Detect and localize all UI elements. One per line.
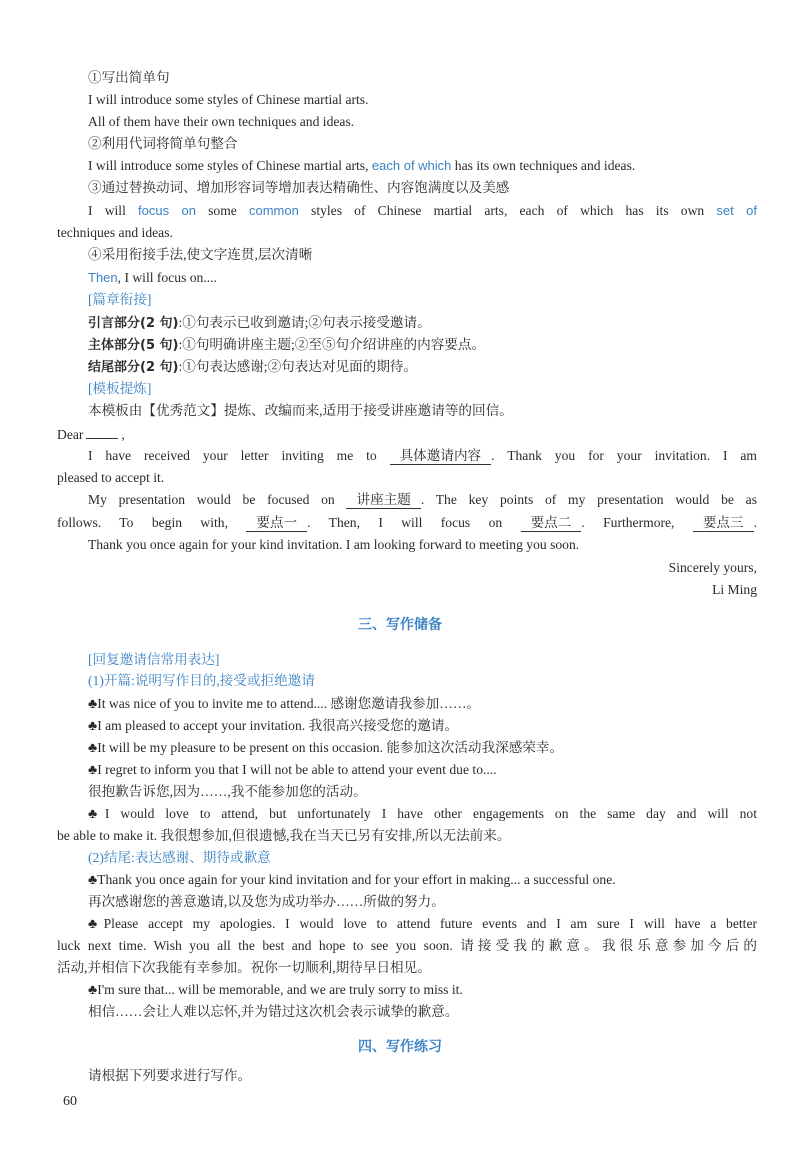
text-line bbox=[88, 401, 757, 421]
club-icon: ♣ bbox=[88, 741, 98, 756]
text-segment: 再次感谢您的善意邀请,以及您为成功举办……所做的努力。 bbox=[88, 894, 445, 909]
text-segment: :①句明确讲座主题;②至⑤句介绍讲座的内容要点。 bbox=[178, 337, 486, 352]
page-number: 60 bbox=[63, 1094, 77, 1109]
text-line bbox=[88, 156, 757, 176]
text-segment: I would love to attend, but unfortunately I have other engagements on the same day and will not bbox=[104, 806, 758, 821]
club-icon: ♣ bbox=[88, 763, 98, 778]
subheading: (1)开篇:说明写作目的,接受或拒绝邀请 bbox=[88, 673, 315, 688]
text-line bbox=[88, 379, 757, 399]
text-line bbox=[88, 268, 757, 288]
text-segment: 本模板由【优秀范文】提炼、改编而来,适用于接受讲座邀请等的回信。 bbox=[88, 403, 513, 418]
highlighted-phrase: set of bbox=[716, 203, 757, 218]
text-segment: Li Ming bbox=[712, 582, 757, 597]
text-line bbox=[57, 223, 757, 243]
underlined-placeholder: 讲座主题 bbox=[346, 491, 420, 509]
text-line bbox=[88, 671, 757, 691]
highlighted-phrase: each of which bbox=[371, 158, 452, 173]
text-line bbox=[88, 694, 757, 714]
text-segment: I will bbox=[88, 203, 139, 218]
text-line bbox=[88, 804, 757, 824]
text-segment: Sincerely yours, bbox=[668, 560, 757, 575]
text-line bbox=[57, 826, 757, 846]
club-icon: ♣ bbox=[88, 917, 104, 932]
text-line bbox=[88, 112, 757, 132]
text-segment: I'm sure that... will be memorable, and we are truly sorry to miss it. bbox=[97, 982, 463, 997]
text-line bbox=[88, 760, 757, 780]
text-segment: . bbox=[753, 515, 758, 530]
text-segment: :①句表示已收到邀请;②句表示接受邀请。 bbox=[178, 315, 431, 330]
text-segment: follows. To begin with, bbox=[57, 515, 247, 530]
club-icon: ♣ bbox=[88, 719, 98, 734]
text-line bbox=[57, 468, 757, 488]
text-segment: Please accept my apologies. I would love to attend future events and I am sure I will have a better bbox=[103, 916, 758, 931]
text-line bbox=[57, 936, 757, 956]
text-line bbox=[88, 446, 757, 466]
text-segment: ②利用代词将简单句整合 bbox=[88, 136, 238, 151]
text-segment: It was nice of you to invite me to attend.... 感谢您邀请我参加……。 bbox=[97, 696, 481, 711]
highlighted-phrase: focus on bbox=[138, 203, 196, 218]
text-segment: 四、写作练习 bbox=[358, 1039, 442, 1055]
text-line bbox=[88, 1066, 757, 1086]
text-line bbox=[57, 513, 757, 533]
text-segment: Dear bbox=[57, 427, 84, 442]
text-segment: Thank you once again for your kind invitation. I am looking forward to meeting you soon. bbox=[88, 537, 580, 552]
text-line bbox=[88, 650, 757, 670]
text-line bbox=[88, 335, 757, 355]
text-segment: luck next time. Wish you all the best and hope to see you soon. 请接受我的歉意。我很乐意参加今后的 bbox=[57, 938, 757, 953]
underlined-placeholder: 要点二 bbox=[521, 514, 582, 532]
text-line bbox=[57, 424, 757, 444]
text-line bbox=[88, 90, 757, 110]
underlined-placeholder: 具体邀请内容 bbox=[390, 447, 492, 465]
text-segment: techniques and ideas. bbox=[57, 225, 173, 240]
text-line bbox=[88, 580, 757, 600]
text-segment: It will be my pleasure to be present on this occasion. 能参加这次活动我深感荣幸。 bbox=[97, 740, 564, 755]
club-icon: ♣ bbox=[88, 873, 98, 888]
text-segment: has its own techniques and ideas. bbox=[451, 158, 636, 173]
bold-label: 引言部分(2 句) bbox=[88, 316, 179, 331]
text-segment: pleased to accept it. bbox=[57, 470, 165, 485]
text-segment: ③通过替换动词、增加形容词等增加表达精确性、内容饱满度以及美感 bbox=[88, 180, 510, 195]
text-segment: Thank you once again for your kind invitation and for your effort in making... a successful one. bbox=[97, 872, 616, 887]
subheading: [回复邀请信常用表达] bbox=[88, 652, 220, 667]
text-segment: ④采用衔接手法,使文字连贯,层次清晰 bbox=[88, 247, 313, 262]
text-segment: I am pleased to accept your invitation. 我很高兴接受您的邀请。 bbox=[97, 718, 459, 733]
text-segment: ①写出简单句 bbox=[88, 70, 170, 85]
text-segment: be able to make it. 我很想参加,但很遗憾,我在当天已另有安排,所以无法前来。 bbox=[57, 828, 511, 843]
text-line bbox=[88, 914, 757, 934]
text-line bbox=[88, 201, 757, 221]
text-line bbox=[88, 535, 757, 555]
subheading: [篇章衔接] bbox=[88, 292, 152, 307]
text-line bbox=[88, 490, 757, 510]
highlighted-phrase: common bbox=[249, 203, 299, 218]
text-segment: . Thank you for your invitation. I am bbox=[491, 448, 757, 463]
text-segment: 请根据下列要求进行写作。 bbox=[88, 1068, 252, 1083]
text-segment: . Then, I will focus on bbox=[307, 515, 521, 530]
text-line bbox=[88, 313, 757, 333]
text-line bbox=[88, 178, 757, 198]
club-icon: ♣ bbox=[88, 807, 105, 822]
section-heading bbox=[0, 1037, 800, 1057]
text-segment: All of them have their own techniques and ideas. bbox=[88, 114, 355, 129]
text-line bbox=[88, 1002, 757, 1022]
text-line bbox=[88, 892, 757, 912]
subheading: [模板提炼] bbox=[88, 381, 152, 396]
text-line bbox=[88, 738, 757, 758]
club-icon: ♣ bbox=[88, 697, 98, 712]
text-line bbox=[88, 716, 757, 736]
text-segment: I regret to inform you that I will not be able to attend your event due to.... bbox=[97, 762, 497, 777]
text-line bbox=[88, 980, 757, 1000]
underlined-placeholder: 要点一 bbox=[246, 514, 307, 532]
text-segment: :①句表达感谢;②句表达对见面的期待。 bbox=[178, 359, 418, 374]
text-segment: 很抱歉告诉您,因为……,我不能参加您的活动。 bbox=[88, 784, 367, 799]
text-line bbox=[88, 68, 757, 88]
text-line bbox=[88, 357, 757, 377]
text-segment: I will introduce some styles of Chinese martial arts, bbox=[88, 158, 372, 173]
text-segment: some bbox=[195, 203, 249, 218]
text-line bbox=[88, 245, 757, 265]
subheading: (2)结尾:表达感谢、期待或歉意 bbox=[88, 850, 271, 865]
text-line bbox=[88, 558, 757, 578]
text-segment: styles of Chinese martial arts, each of which has its own bbox=[298, 203, 717, 218]
bold-label: 结尾部分(2 句) bbox=[88, 360, 179, 375]
text-segment: . The key points of my presentation would be as bbox=[420, 492, 757, 507]
highlighted-phrase: Then bbox=[88, 270, 118, 285]
text-line bbox=[88, 134, 757, 154]
text-line bbox=[88, 782, 757, 802]
blank-line bbox=[86, 424, 118, 439]
underlined-placeholder: 要点三 bbox=[693, 514, 754, 532]
text-segment: 相信……会让人难以忘怀,并为错过这次机会表示诚挚的歉意。 bbox=[88, 1004, 459, 1019]
text-segment: 活动,并相信下次我能有幸参加。祝你一切顺利,期待早日相见。 bbox=[57, 960, 431, 975]
text-line bbox=[88, 870, 757, 890]
bold-label: 主体部分(5 句) bbox=[88, 338, 179, 353]
club-icon: ♣ bbox=[88, 983, 98, 998]
text-line bbox=[57, 958, 757, 978]
section-heading bbox=[0, 615, 800, 635]
text-segment: I will introduce some styles of Chinese martial arts. bbox=[88, 92, 369, 107]
text-segment: I have received your letter inviting me to bbox=[88, 448, 390, 463]
text-segment: 三、写作储备 bbox=[358, 617, 442, 633]
text-line bbox=[88, 290, 757, 310]
text-segment: . Furthermore, bbox=[581, 515, 693, 530]
text-segment: My presentation would be focused on bbox=[88, 492, 347, 507]
text-segment: , I will focus on.... bbox=[117, 270, 217, 285]
text-segment: , bbox=[121, 427, 125, 442]
text-line bbox=[88, 848, 757, 868]
